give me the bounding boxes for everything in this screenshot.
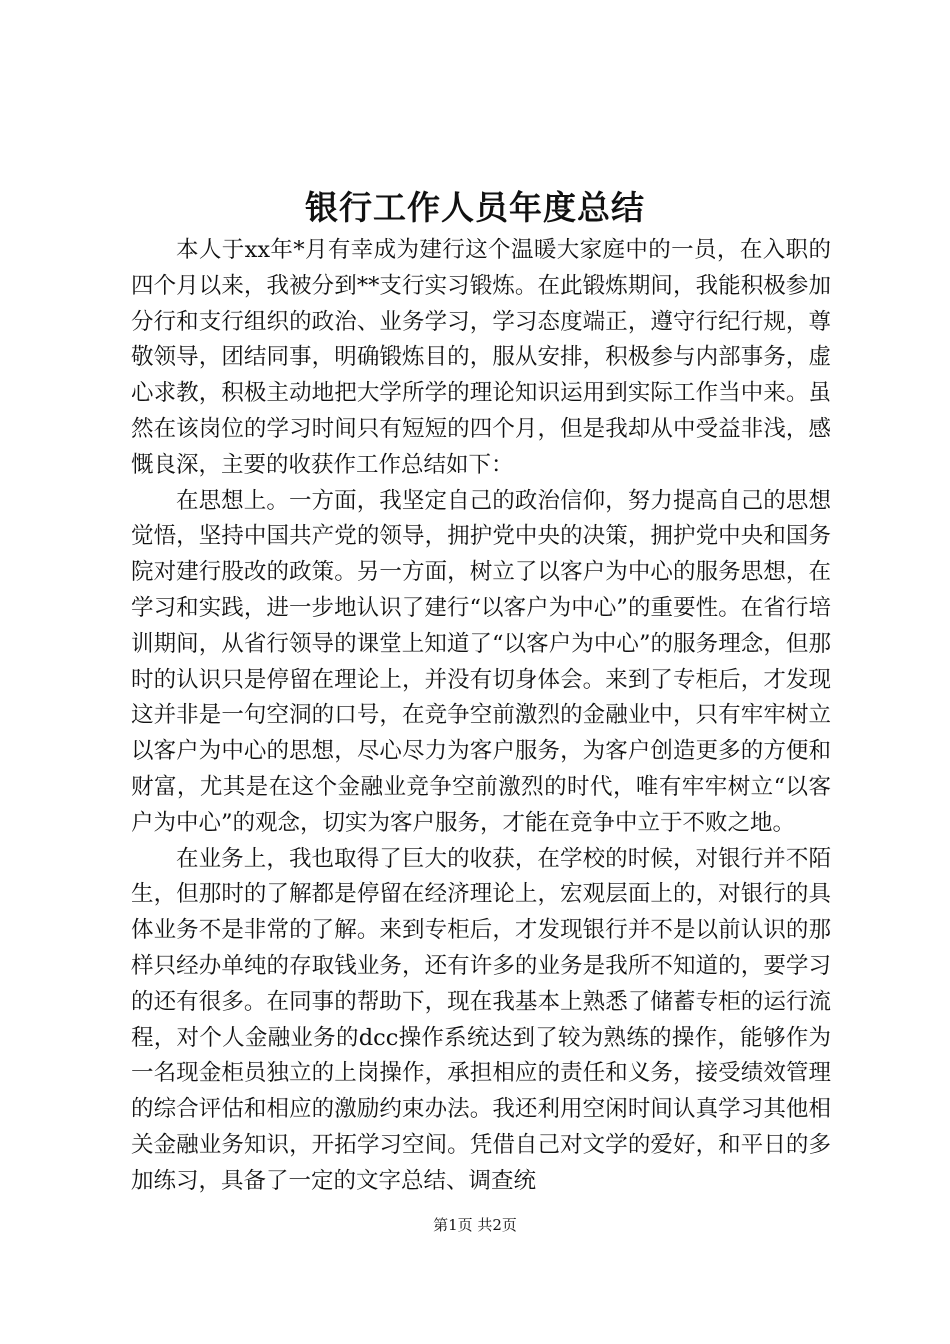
document-title: 银行工作人员年度总结 [305,188,645,227]
page-footer: 第1页 共2页 [433,1216,517,1234]
paragraph-thought: 在思想上。一方面，我坚定自己的政治信仰，努力提高自己的思想觉悟，坚持中国共产党的领导，拥护党中央的决策，拥护党中央和国务院对建行股改的政策。另一方面，树立了以客户为中心的服务思想，在学习和实践，进一步地认识了建行“以客户为中心”的重要性。在省行培训期间，从省行领导的课堂上知道了“以客户为中心”的服务理念，但那时的认识只是停留在理论上，并没有切身体会。来到了专柜后，才发现这并非是一句空洞的口号，在竞争空前激烈的金融业中，只有牢牢树立以客户为中心的思想，尽心尽力为客户服务，为客户创造更多的方便和财富，尤其是在这个金融业竞争空前激烈的时代，唯有牢牢树立“以客户为中心”的观念，切实为客户服务，才能在竞争中立于不败之地。 [131,487,831,836]
document-body [131,233,831,1200]
paragraph-intro: 本人于xx年*月有幸成为建行这个温暖大家庭中的一员，在入职的四个月以来，我被分到**支行实习锻炼。在此锻炼期间，我能积极参加分行和支行组织的政治、业务学习，学习态度端正，遵守行纪行规，尊敬领导，团结同事，明确锻炼目的，服从安排，积极参与内部事务，虚心求教，积极主动地把大学所学的理论知识运用到实际工作当中来。虽然在该岗位的学习时间只有短短的四个月，但是我却从中受益非浅，感慨良深，主要的收获作工作总结如下： [131,237,831,478]
paragraph-business: 在业务上，我也取得了巨大的收获，在学校的时候，对银行并不陌生，但那时的了解都是停留在经济理论上，宏观层面上的，对银行的具体业务不是非常的了解。来到专柜后，才发现银行并不是以前认识的那样只经办单纯的存取钱业务，还有许多的业务是我所不知道的，要学习的还有很多。在同事的帮助下，现在我基本上熟悉了储蓄专柜的运行流程，对个人金融业务的dcc操作系统达到了较为熟练的操作，能够作为一名现金柜员独立的上岗操作，承担相应的责任和义务，接受绩效管理的综合评估和相应的激励约束办法。我还利用空闲时间认真学习其他相关金融业务知识，开拓学习空间。凭借自己对文学的爱好，和平日的多加练习，具备了一定的文字总结、调查统 [131,845,831,1194]
